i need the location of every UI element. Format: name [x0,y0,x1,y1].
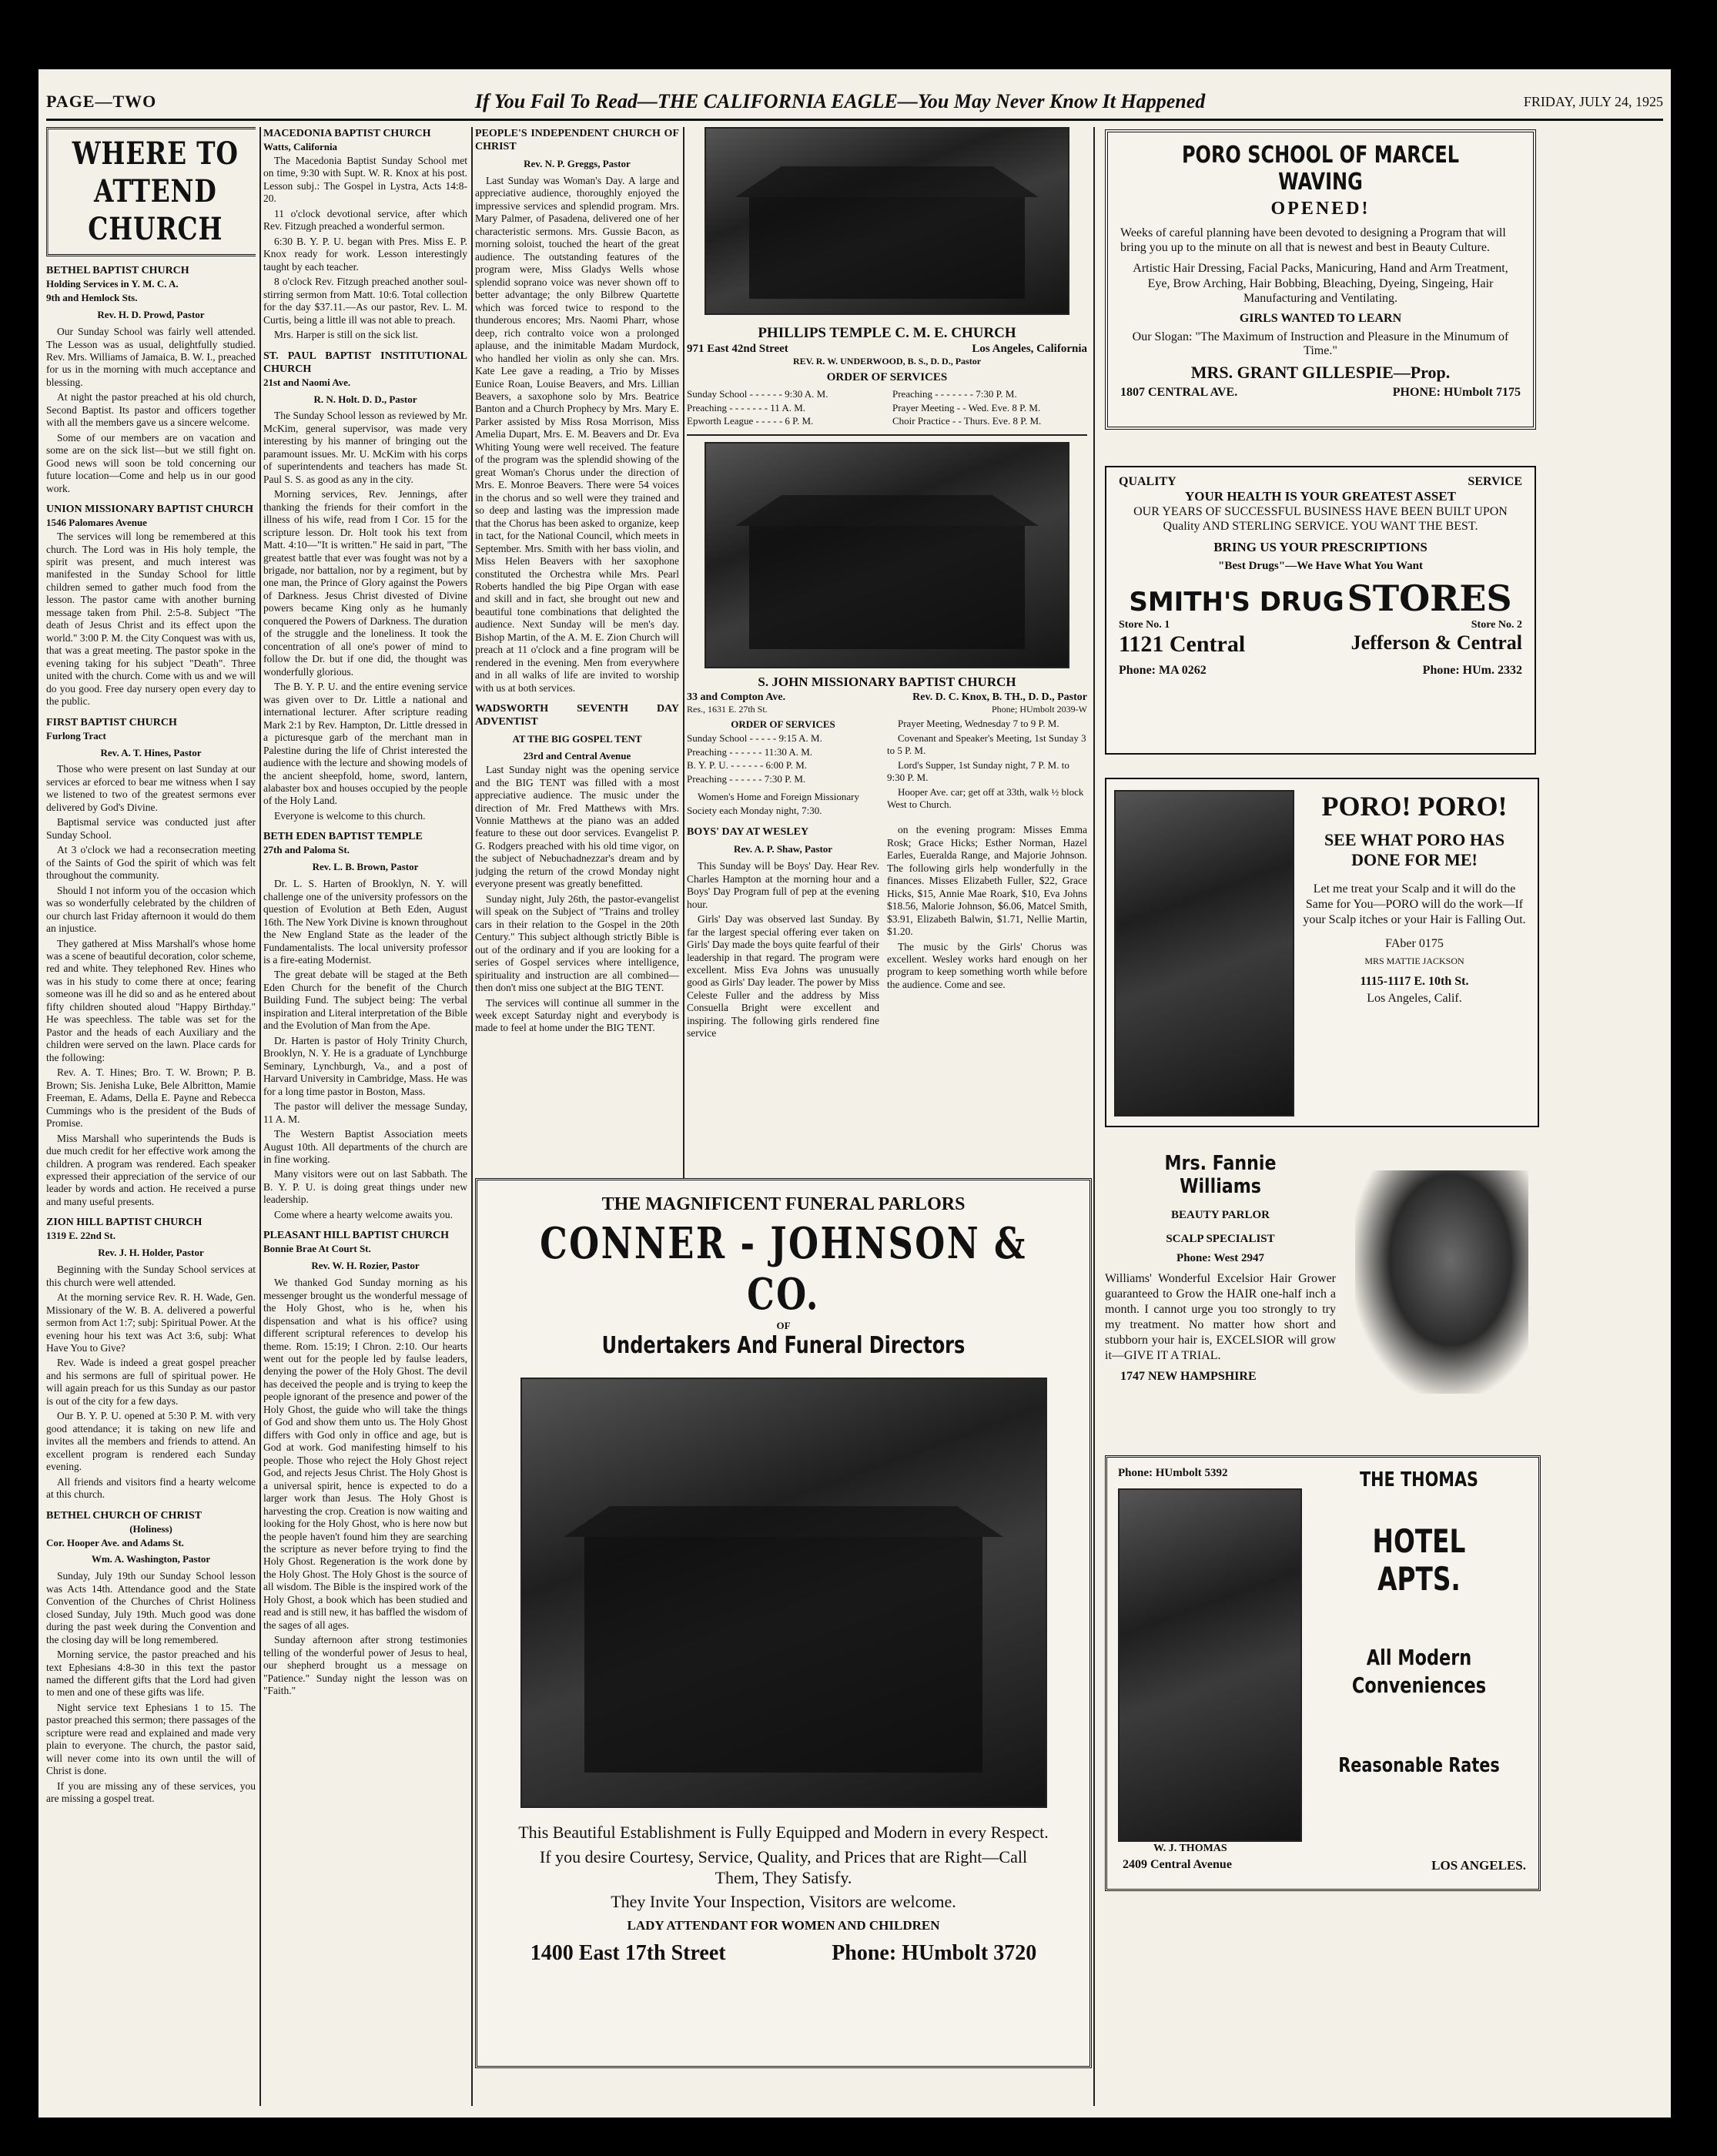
zion-p2: At the morning service Rev. R. H. Wade, Gen. Missionary of the W. B. A. delivered a powerful sermon from Act 1:7; subj: Spiritual Power. At the evening hour his text was Act 3:6, subj: What Have You to Give? [46,1291,256,1354]
poro-school-prop: MRS. GRANT GILLESPIE—Prop. [1190,362,1451,382]
fannie-williams-ad [1105,1147,1536,1428]
phillips-service-4: Preaching - - - - - - - 7:30 P. M. [892,388,1017,400]
bethel-p1: Our Sunday School was fairly well attended. The Lesson was as usual, delightfully studied. Rev. Mrs. Williams of Jamaica, B. W. I., preached for us in the morning with much acceptance and blessing. [46,326,256,388]
column-rule-1 [259,127,261,2106]
macedonia-p4: 8 o'clock Rev. Fitzugh preached another soul-stirring sermon from Matt. 10:6. Total collection for the day $37.11.—As our pastor, Rev. L. M. Curtis, being a little ill was not able to preach. [263,276,467,326]
bethel-sub1: Holding Services in Y. M. C. A. [46,278,179,290]
poro-school-girls: GIRLS WANTED TO LEARN [1239,311,1402,325]
stjohn-service-3: B. Y. P. U. - - - - - - 6:00 P. M. [687,759,808,772]
williams-beauty: BEAUTY PARLOR [1171,1209,1270,1221]
right-black-border [1671,0,1717,2156]
bethel-title: BETHEL BAPTIST CHURCH [46,265,189,277]
column-3 [475,127,679,1213]
first-addr: Furlong Tract [46,729,106,742]
smith-line-2: OUR YEARS OF SUCCESSFUL BUSINESS HAVE BEEN BUILT UPON Quality AND STERLING SERVICE. YOU WANT THE BEST. [1133,505,1508,534]
wadsworth-addr: 23rd and Central Avenue [523,750,631,762]
union-p1: The services will long be remembered at this church. The Lord was in His holy temple, the spirit was present, and much interest was manifested in the Sunday School for little children semed to gather much food from the lesson. The pastor came with another burning message taken from Phil. 2:5-8. Subject "The death of Jesus Christ and its effect upon the world." 3:00 P. M. the City Conquest was with us, that was a great meeting. The pastor spoke in the evening taking for his subject "Death". Three united with the church. Come with us and we will do you good. Free day nursery open every day to the public. [46,531,256,708]
holiness-p2: Morning service, the pastor preached and his text Ephesians 4:8-30 in this text the pastor named the different gifts that the Lord had given to men and one of these gifts was life. [46,1649,256,1699]
macedonia-p5: Mrs. Harper is still on the sick list. [274,329,419,341]
conner-johnson-ad [475,1178,1092,2068]
wesley-p4: The music by the Girls' Chorus was excellent. Wesley works hard enough on her program to keep something worth while before the audience. Come and see. [887,940,1087,990]
holiness-p1: Sunday, July 19th our Sunday School lesson was Acts 14th. Attendance good and the State Convention of the Churches of Christ Holiness closed Sunday, July 19th. Much good was done during the past week during the Convention and the closing day will be long remembered. [46,1570,256,1645]
smith-location-1: 1121 Central [1119,631,1246,658]
column-4 [687,127,1087,1213]
poro-phone: FAber 0175 [1385,936,1444,950]
first-p7: Miss Marshall who superintends the Buds is due much credit for her effective work among the children. A program was rendered. Each speaker expressed their appreciation of the service of our leader by words and action. He received a purse and many useful presents. [46,1132,256,1207]
wadsworth-sub: AT THE BIG GOSPEL TENT [512,733,642,745]
stpaul-title: ST. PAUL BAPTIST INSTITUTIONAL CHURCH [263,350,467,375]
bethel-p3: Some of our members are on vacation and some are on the sick list—but we still fight on. Good news will soon be told concerning our future location—Come and help us in our good work. [46,431,256,494]
poro-jackson-ad [1105,778,1539,1127]
stjohn-service-4: Preaching - - - - - - 7:30 P. M. [687,772,806,785]
williams-title: Mrs. Fannie Williams [1164,1152,1277,1198]
left-black-border [0,0,38,2156]
column-rule-3 [683,127,684,1213]
st-john-church-photo [705,442,1069,668]
thomas-hotel: HOTEL APTS. [1372,1522,1466,1598]
pleasant-pastor: Rev. W. H. Rozier, Pastor [311,1260,420,1272]
zion-p3: Rev. Wade is indeed a great gospel preacher and his sermons are full of spiritual power. He will again preach for us this Sunday as our pastor is out of the city for a few days. [46,1357,256,1407]
holiness-title: BETHEL CHURCH OF CHRIST [46,1509,202,1522]
stpaul-p3: The B. Y. P. U. and the entire evening service was given over to Dr. Little a national and international lecturer. After scripture reading Mark 2:1 by Rev. Hampton, Dr. Little dressed in a picturesque garb of the merchant man in Palestine during the life of Christ interested the audience with the lecture and showing models of the ancient sheepfold, home, sword, lantern, alabaster box and houses occupied by the people of the Holy Land. [263,681,467,807]
phillips-title: PHILLIPS TEMPLE C. M. E. CHURCH [758,325,1016,341]
smith-location-2: Jefferson & Central [1351,631,1522,654]
conner-phone: Phone: HUmbolt 3720 [832,1940,1037,1965]
thomas-rates: Reasonable Rates [1338,1753,1500,1777]
union-title: UNION MISSIONARY BAPTIST CHURCH [46,504,254,516]
bethel-p2: At night the pastor preached at his old church, Second Baptist. Its pastor and officers together with all the members gave us a sincere welcome. [46,391,256,429]
wadsworth-title: WADSWORTH SEVENTH DAY ADVENTIST [475,703,679,728]
stjohn-note-1: Prayer Meeting, Wednesday 7 to 9 P. M. [898,718,1059,730]
poro-name: MRS MATTIE JACKSON [1364,955,1464,966]
first-p5: They gathered at Miss Marshall's whose home was a scene of beautiful decoration, color scheme, red and white. They telephoned Rev. Hines who was in his study to come there at once; fearing someone was ill he did so and as he entered about fifty children shouted aloud "Happy Birthday." He was speechless. The table was set for the Pastor and the heads of each Auxiliary and the children were served on the lawn. Place cards for the following: [46,937,256,1063]
wadsworth-p2: Sunday night, July 26th, the pastor-evangelist will speak on the Subject of "Trains and trolley cars in their relation to the Gospel in the 20th Century." This subject although strictly Bible is out of the ordinary and if you are looking for a series of Gospel services where intelligence, spirituality and instruction are all combined—then don't miss one subject at the BIG TENT. [475,892,679,994]
phillips-service-3: Epworth League - - - - - 6 P. M. [687,415,814,427]
thomas-phone: Phone: HUmbolt 5392 [1118,1467,1228,1479]
phillips-service-2: Preaching - - - - - - - 11 A. M. [687,401,806,413]
stjohn-phone: Phone; HUmbolt 2039-W [992,703,1087,715]
smith-line-1: YOUR HEALTH IS YOUR GREATEST ASSET [1185,489,1456,504]
poro-city: Los Angeles, Calif. [1367,991,1462,1005]
betheden-p4: The pastor will deliver the message Sunday, 11 A. M. [263,1100,467,1125]
poro-title: PORO! PORO! [1321,791,1508,822]
conner-line-4: LADY ATTENDANT FOR WOMEN AND CHILDREN [627,1917,940,1933]
stpaul-p2: Morning services, Rev. Jennings, after thanking the friends for their comfort in the illness of his wife, read from I Cor. 15 for the scripture lesson. Dr. Holt took his text from Matt. 4:10—"It is written." He said in part, "The greatest battle that ever was fought was not by a brigade, nor battalion, nor by a regiment, but by one man, the Prince of Glory against the Powers of Darkness. Jesus Christ divested of Divine powers became King only as he humanly conquered the Powers of Darkness. The duration of the struggle and the loneliness. It took the concentration of all one's power of mind to follow the Dr. but if one did, the thought was wonderfully glorious. [263,488,467,678]
thomas-modern: All Modern Conveniences [1351,1645,1487,1699]
phillips-temple-photo [705,127,1069,315]
first-p4: Should I not inform you of the occasion which was so wonderfully celebrated by the children of our church last Friday afternoon it would do them an injustice. [46,884,256,935]
page-label: PAGE—TWO [46,92,157,111]
thomas-name: W. J. THOMAS [1153,1843,1227,1854]
stpaul-p1: The Sunday School lesson as reviewed by Mr. McKim, general supervisor, was made very interesting by his manner of bringing out the paramount issues. Mr. U. McKim with his corps of superintendents and teachers has made St. Paul S. S. as good as any in the city. [263,410,467,485]
conner-line-1: This Beautiful Establishment is Fully Equipped and Modern in every Respect. [518,1823,1049,1842]
phillips-pastor: REV. R. W. UNDERWOOD, B. S., D. D., Pastor [792,356,982,367]
smith-service: SERVICE [1468,475,1522,488]
stjohn-order-heading: ORDER OF SERVICES [731,718,835,731]
betheden-p5: The Western Baptist Association meets August 10th. All departments of the church are in fine working. [263,1128,467,1166]
stjohn-res: Res., 1631 E. 27th St. [687,703,768,715]
mattie-jackson-portrait [1114,790,1294,1116]
column-2 [263,127,467,2106]
pleasant-title: PLEASANT HILL BAPTIST CHURCH [263,1230,450,1242]
macedonia-p3: 6:30 B. Y. P. U. began with Pres. Miss E. P. Knox ready for work. Lesson interestingly taught by each teacher. [263,235,467,273]
stjohn-pastor: Rev. D. C. Knox, B. TH., D. D., Pastor [912,691,1087,703]
wesley-p1: This Sunday will be Boys' Day. Hear Rev. Charles Hampton at the morning hour and a Boys' Day Program full of pep at the evening hour. [687,860,879,910]
page-header [46,85,1663,121]
phillips-addr: 971 East 42nd Street [687,343,788,356]
bethel-sub2: 9th and Hemlock Sts. [46,292,138,304]
holiness-p3: Night service text Ephesians 1 to 15. The pastor preached this sermon; there passages of the scripture were read and explained and made very plain to everyone. The church, the pastor said, will never come into its own until the will of Christ is done. [46,1701,256,1777]
poro-school-p1: Weeks of careful planning have been devoted to designing a Program that will bring you up to the minute on all that is newest and best in Beauty Culture. [1120,226,1506,255]
peoples-title: PEOPLE'S INDEPENDENT CHURCH OF CHRIST [475,128,679,153]
column-rule-2 [471,127,473,2106]
phillips-order-heading: ORDER OF SERVICES [826,371,948,384]
stjohn-women: Women's Home and Foreign Missionary Society each Monday night, 7:30. [687,791,859,816]
conner-line-3: They Invite Your Inspection, Visitors are welcome. [611,1891,956,1911]
zion-p4: Our B. Y. P. U. opened at 5:30 P. M. with very good attendance; it is taking on new life and invites all the members and friends to attend. An excellent program is rendered each Sunday evening. [46,1410,256,1473]
first-title: FIRST BAPTIST CHURCH [46,716,177,728]
stjohn-title: S. JOHN MISSIONARY BAPTIST CHURCH [758,675,1016,690]
stjohn-service-1: Sunday School - - - - - 9:15 A. M. [687,732,822,745]
stpaul-pastor: R. N. Holt. D. D., Pastor [313,393,417,405]
conner-line-2: If you desire Courtesy, Service, Quality, and Prices that are Right—Call Them, They Satisfy. [539,1846,1028,1887]
first-p3: At 3 o'clock we had a reconsecration meeting of the Saints of God the spirit of which was felt throughout the community. [46,844,256,882]
williams-addr: 1747 NEW HAMPSHIRE [1120,1370,1257,1383]
poro-school-phone: PHONE: HUmbolt 7175 [1392,385,1521,399]
smith-phone-2: Phone: HUm. 2332 [1422,664,1522,678]
first-p1: Those who were present on last Sunday at our services ar eforced to bear me witness when I say we listened to two of the greatest sermons ever delivered by God's Divine. [46,763,256,813]
wadsworth-p1: Last Sunday night was the opening service and the BIG TENT was filled with a most appreciative audience. The music under the direction of Mr. Fred Matthews with Mrs. Vonnie Matthews at the piano was an added feature to these out door services. Evangelist P. G. Rodgers preached with his old time vigor, on the subject of Nebuchadnezzar's dream and by judging the return of the crowd Monday night everyone present was greatly benefitted. [475,764,679,890]
column-1 [46,127,256,2106]
betheden-p2: The great debate will be staged at the Beth Eden Church for the benefit of the Church Building Fund. The subject being: The verbal inspiration and Literal interpretation of the Bible and the Evolution of Man from the Ape. [263,969,467,1032]
smith-line-3: BRING US YOUR PRESCRIPTIONS [1213,540,1427,555]
thomas-addr: 2409 Central Avenue [1123,1858,1232,1871]
union-addr: 1546 Palomares Avenue [46,517,147,529]
masthead-line: If You Fail To Read—THE CALIFORNIA EAGLE—You May Never Know It Happened [474,90,1206,112]
poro-addr: 1115-1117 E. 10th St. [1360,974,1469,988]
wesley-p2: Girls' Day was observed last Sunday. By far the largest special offering ever taken on Girls' Day made the boys quite fearful of their leadership in that regard. The program were excellent. Miss Eva Johns was unusually good as Girls' Day leader. The power by Miss Celeste Fuller and the address by Miss Consuella Bright were excellent and inspiring. The following girls rendered fine service [687,913,879,1040]
poro-school-addr: 1807 CENTRAL AVE. [1120,385,1238,399]
phillips-service-5: Prayer Meeting - - Wed. Eve. 8 P. M. [892,401,1041,413]
wesley-p3: on the evening program: Misses Emma Rosk; Grace Hicks; Esther Norman, Hazel Earles, Eueralda Range, and Majorie Johnson. The following girls help wonderfully in the finances. Misses Elizabeth Fuller, $22, Grace Hicks, $15, Annie Mae Roark, $10, Eva Johns $18.56, Malorie Johnson, $6.06, Matcel Smith, $3.91, Elizabeth Balwin, $1.71, Nellie Martin, $1.20. [887,824,1087,938]
holiness-p4: If you are missing any of these services, you are missing a gospel treat. [46,1779,256,1805]
smith-store-1: Store No. 1 [1119,619,1170,631]
first-p2: Baptismal service was conducted just after Sunday School. [46,816,256,841]
smith-store-2: Store No. 2 [1471,619,1522,631]
conner-address: 1400 East 17th Street [530,1940,726,1965]
bethel-pastor: Rev. H. D. Prowd, Pastor [97,309,205,321]
macedonia-addr: Watts, California [263,141,338,153]
zion-p5: All friends and visitors find a hearty welcome at this church. [46,1475,256,1501]
stjohn-note-2: Covenant and Speaker's Meeting, 1st Sunday 3 to 5 P. M. [887,732,1086,757]
betheden-addr: 27th and Paloma St. [263,844,350,856]
betheden-p6: Many visitors were out on last Sabbath. The B. Y. P. U. is doing great things under new leadership. [263,1168,467,1206]
macedonia-p2: 11 o'clock devotional service, after which Rev. Fitzugh preached a wonderful sermon. [263,207,467,233]
smith-name-1: SMITH'S DRUG [1129,587,1344,618]
thomas-city: LOS ANGELES. [1431,1858,1526,1873]
stpaul-p4: Everyone is welcome to this church. [274,809,426,822]
poro-school-slogan: Our Slogan: "The Maximum of Instruction and Pleasure in the Minumum of Time." [1132,330,1509,357]
betheden-title: BETH EDEN BAPTIST TEMPLE [263,831,423,843]
pleasant-p2: Sunday afternoon after strong testimonies telling of the wonderful power of Jesus to heal, our shepherd brought us a message on "Patience." Sunday night the lesson was on "Faith." [263,1634,467,1697]
peoples-pastor: Rev. N. P. Greggs, Pastor [524,158,631,170]
poro-line-1: SEE WHAT PORO HAS DONE FOR ME! [1324,830,1505,870]
peoples-p1: Last Sunday was Woman's Day. A large and appreciative audience, thoroughly enjoyed the impressive services and splendid program. Mrs. Mary Palmer, of Pasadena, delivered one of her characteristic sermons. Mrs. Gussie Bacon, as morning soloist, touched the heart of the great audience. The outstanding features of the program were, Miss Gladys Wells whose splendid soprano voice was never shown off to better advantage; the only Bilbrew Quartette which was forced twice to respond to the thunderous encores; Mrs. Naomi Pharr, whose deep, rich contralto voice won a prolonged aplause, and the inimitable Madam Murdock, who handled her violin as only she can. Mrs. Kate Lee gave a reading, a Trio by Misses Eunice Roan, Louise Beavers, and Mrs. Lillian Beavers, a saxophone solo by Mrs. Beatrice Banton and a Church Prophecy by Mrs. Mary E. Parker assisted by Miss Rosa Morrison, Miss Amelia Dupart, Mrs. E. M. Beavers and Dr. Eva Whiting Young were well received. The feature of the program was the splendid showing of the great Woman's Chorus under the direction of Mrs. E. Monroe Beavers. There were 54 voices in the chorus and so well were they trained and so deep and lasting was the impression made that the Chorus has been asked to organize, keep in tact, for the National Council, which meets in September. Mrs. Smith with her bass violin, and Miss Helen Beavers with her saxophone constituted the Orchestra while Mrs. Pearl Roberts handled the big Pipe Organ with ease and skill and in fact, she brought out new and beautiful tone combinations that delighted the audience. Next Sunday will be men's day. Bishop Martin, of the A. M. E. Zion Church will preach at 11 o'clock and a fine program will be rendered in the evening. Men from everywhere and in all walks of life are invited to worship with us at both services. [475,175,679,694]
wj-thomas-portrait [1118,1488,1302,1842]
wesley-title: BOYS' DAY AT WESLEY [687,826,809,839]
conner-top: THE MAGNIFICENT FUNERAL PARLORS [601,1194,966,1214]
poro-school-title: PORO SCHOOL OF MARCEL WAVING [1181,142,1460,196]
wadsworth-p3: The services will continue all summer in the week except Saturday night and everybody is made to feel at home under the BIG TENT. [475,996,679,1034]
funeral-parlor-photo [520,1378,1047,1808]
zion-addr: 1319 E. 22nd St. [46,1230,115,1242]
stjohn-note-4: Hooper Ave. car; get off at 33th, walk ½ block West to Church. [887,785,1084,810]
fannie-williams-portrait [1355,1170,1528,1394]
first-pastor: Rev. A. T. Hines, Pastor [100,746,202,758]
holiness-pastor: Wm. A. Washington, Pastor [91,1553,211,1565]
williams-scalp: SCALP SPECIALIST [1166,1233,1275,1245]
conner-of: OF [776,1320,791,1331]
stjohn-addr: 33 and Compton Ave. [687,691,786,703]
williams-body: Williams' Wonderful Excelsior Hair Grower guaranteed to Grow the HAIR one-half inch a month. I cannot urge you too strongly to try my treatment. No matter how short and stubborn your hair is, EXCELSIOR will grow it—GIVE IT A TRIAL. [1105,1272,1336,1362]
betheden-pastor: Rev. L. B. Brown, Pastor [312,861,419,873]
phillips-city: Los Angeles, California [972,343,1087,356]
poro-school-opened: OPENED! [1270,199,1371,219]
thomas-hotel-ad [1105,1455,1541,1891]
betheden-p7: Come where a hearty welcome awaits you. [274,1208,454,1220]
smith-phone-1: Phone: MA 0262 [1119,664,1207,678]
betheden-p1: Dr. L. S. Harten of Brooklyn, N. Y. will challenge one of the university professors on the question of Evolution at Beth Eden, August 16th. The New York Divine is known throughout the New England State as the leader of the Fundamentalists. The local university professor is a fire-eating Modernist. [263,878,467,966]
phillips-service-6: Choir Practice - - Thurs. Eve. 8 P. M. [892,415,1042,427]
smiths-drug-ad [1105,466,1536,755]
zion-pastor: Rev. J. H. Holder, Pastor [98,1247,204,1259]
phillips-service-1: Sunday School - - - - - - 9:30 A. M. [687,388,828,400]
macedonia-title: MACEDONIA BAPTIST CHURCH [263,128,431,139]
where-to-attend-banner: WHERE TO ATTEND CHURCH [46,127,256,256]
holiness-addr: Cor. Hooper Ave. and Adams St. [46,1536,184,1548]
first-p6: Rev. A. T. Hines; Bro. T. W. Brown; P. B. Brown; Sis. Jenisha Luke, Bele Albritton, Mamie Freeman, E. Adams, Della E. Payne and Rebecca Cummings who is the president of the Buds of Promise. [46,1066,256,1130]
conner-tag: Undertakers And Funeral Directors [601,1332,966,1359]
holiness-sub: (Holiness) [129,1522,172,1535]
newspaper-page [38,69,1671,2118]
poro-line-2: Let me treat your Scalp and it will do the Same for You—PORO will do the work—If your Scalp itches or your Hair is Falling Out. [1303,882,1526,926]
wesley-pastor: Rev. A. P. Shaw, Pastor [733,843,833,855]
zion-title: ZION HILL BAPTIST CHURCH [46,1217,202,1229]
conner-name: CONNER - JOHNSON & CO. [540,1218,1027,1320]
betheden-p3: Dr. Harten is pastor of Holy Trinity Church, Brooklyn, N. Y. He is a graduate of Lynchburge Seminary, Lynchburgh, Va., and a post of Harvard University in Cambridge, Mass. He was for a long time pastor in Boston, Mass. [263,1034,467,1097]
poro-school-p2: Artistic Hair Dressing, Facial Packs, Manicuring, Hand and Arm Treatment, Eye, Brow Arching, Hair Bobbing, Bleaching, Dyeing, Singeing, Hair Manufacturing and Ventilating. [1133,262,1508,305]
stpaul-addr: 21st and Naomi Ave. [263,376,351,388]
column-rule-4 [1093,127,1095,2106]
zion-p1: Beginning with the Sunday School services at this church were well attended. [46,1264,256,1288]
smith-line-4: "Best Drugs"—We Have What You Want [1218,560,1423,573]
pleasant-addr: Bonnie Brae At Court St. [263,1243,371,1255]
williams-phone: Phone: West 2947 [1176,1252,1264,1264]
macedonia-p1: The Macedonia Baptist Sunday School met on time, 9:30 with Supt. W. R. Knox at his post. Lesson subj.: The Gospel in Lystra, Acts 14:8-20. [263,154,467,205]
smith-name-2: STORES [1347,578,1512,620]
thomas-the: THE THOMAS [1359,1468,1479,1491]
stjohn-service-2: Preaching - - - - - - 11:30 A. M. [687,745,813,758]
pleasant-p1: We thanked God Sunday morning as his messenger brought us the wonderful message of the Holy Ghost, who is he, when his dispensation and what is his office? using different scriptural references to develop his theme. Rom. 15:19; I Chron. 2:10. Our hearts went out for the people led by faulse leaders, denying the power of the Holy Ghost. The devil has deceived the people and is trying to keep the people ignorant of the presence and power of the Holy Ghost, the guide who will take the things of God and show them unto us. The Holy Ghost differs with God only in office and age, but is God at work. God manifesting himself to his people. Those who reject the Holy Ghost reject God, and rejects Jesus Christ. The Holy Ghost is a universal spirit, hence is expected to do a larger work than Jesus. The Holy Ghost is harvesting the crop. Creation is now waiting and looking for the Holy Ghost, who is here now but the people haven't found him they are searching the scripture as never before trying to find the Holy Ghost. Regeneration is the work done by the Holy Ghost. The Holy Ghost is the source of all wisdom. The Bible is the inspired work of the Holy Ghost, a book which has been studied and read and is still new, it has baffled the wisdom of the sages of all ages. [263,1277,467,1631]
stjohn-note-3: Lord's Supper, 1st Sunday night, 7 P. M. to 9:30 P. M. [887,759,1069,783]
issue-date: FRIDAY, JULY 24, 1925 [1523,93,1663,109]
smith-quality: QUALITY [1119,475,1176,488]
poro-school-ad [1105,129,1536,430]
